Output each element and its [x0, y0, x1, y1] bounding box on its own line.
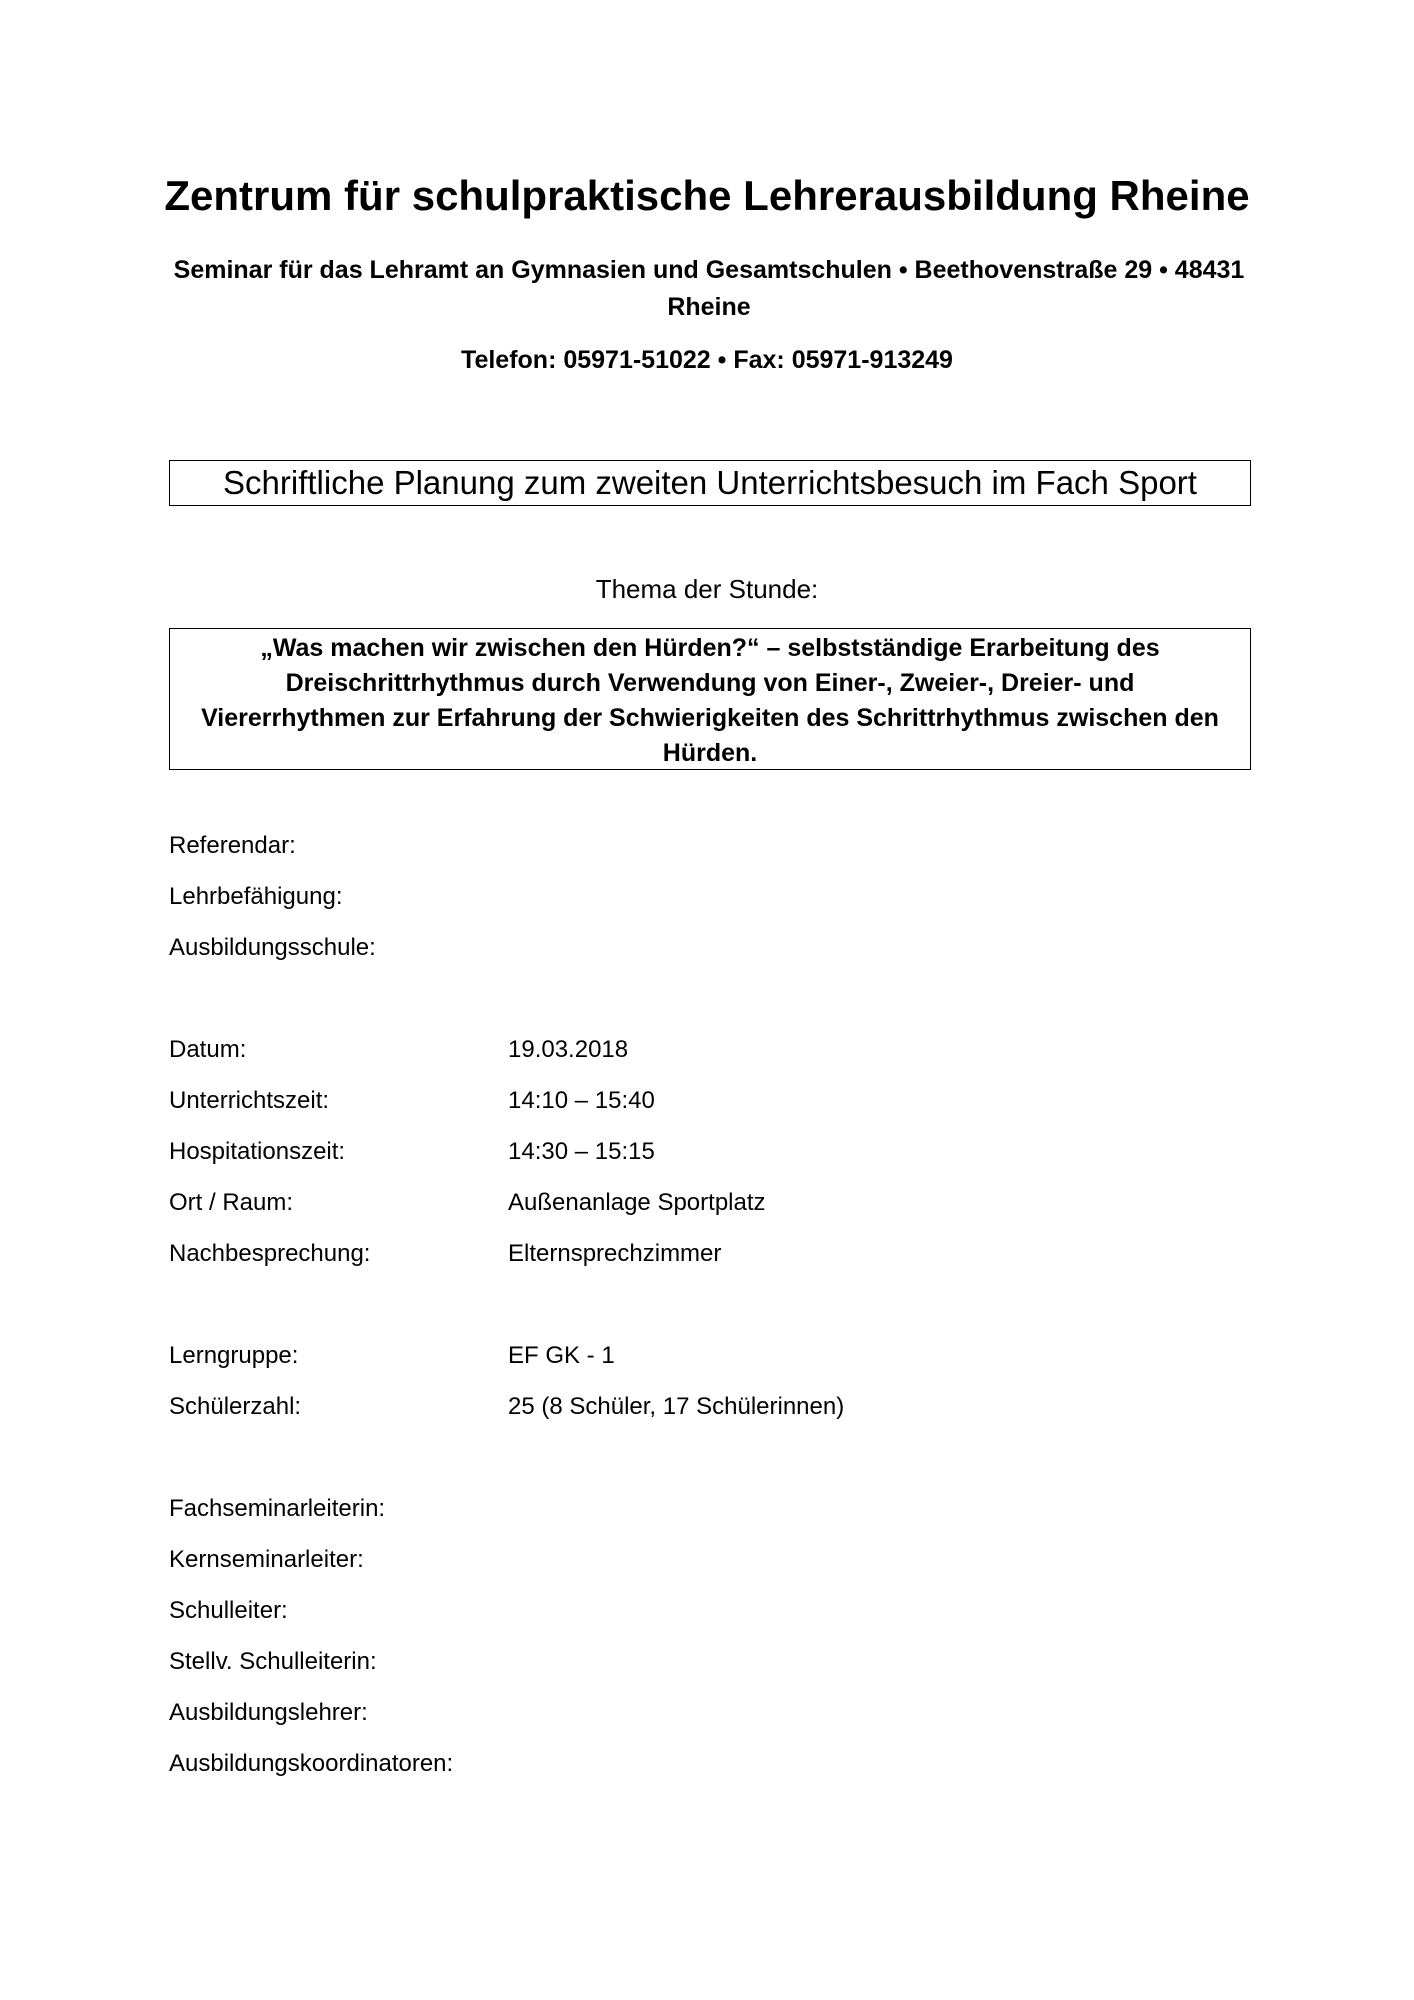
- info-label: Lehrbefähigung:: [169, 883, 343, 910]
- info-value: Elternsprechzimmer: [508, 1240, 722, 1267]
- info-label: Ausbildungskoordinatoren:: [169, 1750, 454, 1777]
- institution-title: Zentrum für schulpraktische Lehrerausbildung Rheine: [164, 172, 1250, 219]
- theme-box: „Was machen wir zwischen den Hürden?“ – selbstständige Erarbeitung des Dreischrittrhythmus durch Verwendung von Einer-, Zweier-, Dreier- und Viererrhythmen zur Erfahrung der Schwierigkeiten des Schrittrhythmus zwischen den Hürden.: [169, 628, 1251, 770]
- info-value: 19.03.2018: [508, 1036, 629, 1063]
- info-value: 25 (8 Schüler, 17 Schülerinnen): [508, 1393, 845, 1420]
- info-label: Hospitationszeit:: [169, 1138, 346, 1165]
- info-label: Referendar:: [169, 832, 296, 859]
- info-label: Stellv. Schulleiterin:: [169, 1648, 377, 1675]
- info-value: 14:10 – 15:40: [508, 1087, 655, 1114]
- info-label: Datum:: [169, 1036, 247, 1063]
- plan-title-box: Schriftliche Planung zum zweiten Unterrichtsbesuch im Fach Sport: [169, 460, 1251, 506]
- info-label: Lerngruppe:: [169, 1342, 299, 1369]
- info-label: Fachseminarleiterin:: [169, 1495, 386, 1522]
- info-value: EF GK - 1: [508, 1342, 615, 1369]
- institution-phone: Telefon: 05971-51022 • Fax: 05971-913249: [461, 346, 953, 374]
- info-label: Kernseminarleiter:: [169, 1546, 364, 1573]
- info-label: Ausbildungslehrer:: [169, 1699, 368, 1726]
- info-label: Unterrichtszeit:: [169, 1087, 330, 1114]
- info-label: Ausbildungsschule:: [169, 934, 376, 961]
- info-value: Außenanlage Sportplatz: [508, 1189, 766, 1216]
- info-label: Schulleiter:: [169, 1597, 288, 1624]
- info-label: Schülerzahl:: [169, 1393, 302, 1420]
- info-value: 14:30 – 15:15: [508, 1138, 655, 1165]
- info-label: Ort / Raum:: [169, 1189, 294, 1216]
- institution-address: Seminar für das Lehramt an Gymnasien und Gesamtschulen • Beethovenstraße 29 • 48431 Rheine: [173, 256, 1245, 321]
- theme-label: Thema der Stunde:: [595, 574, 819, 604]
- info-label: Nachbesprechung:: [169, 1240, 371, 1267]
